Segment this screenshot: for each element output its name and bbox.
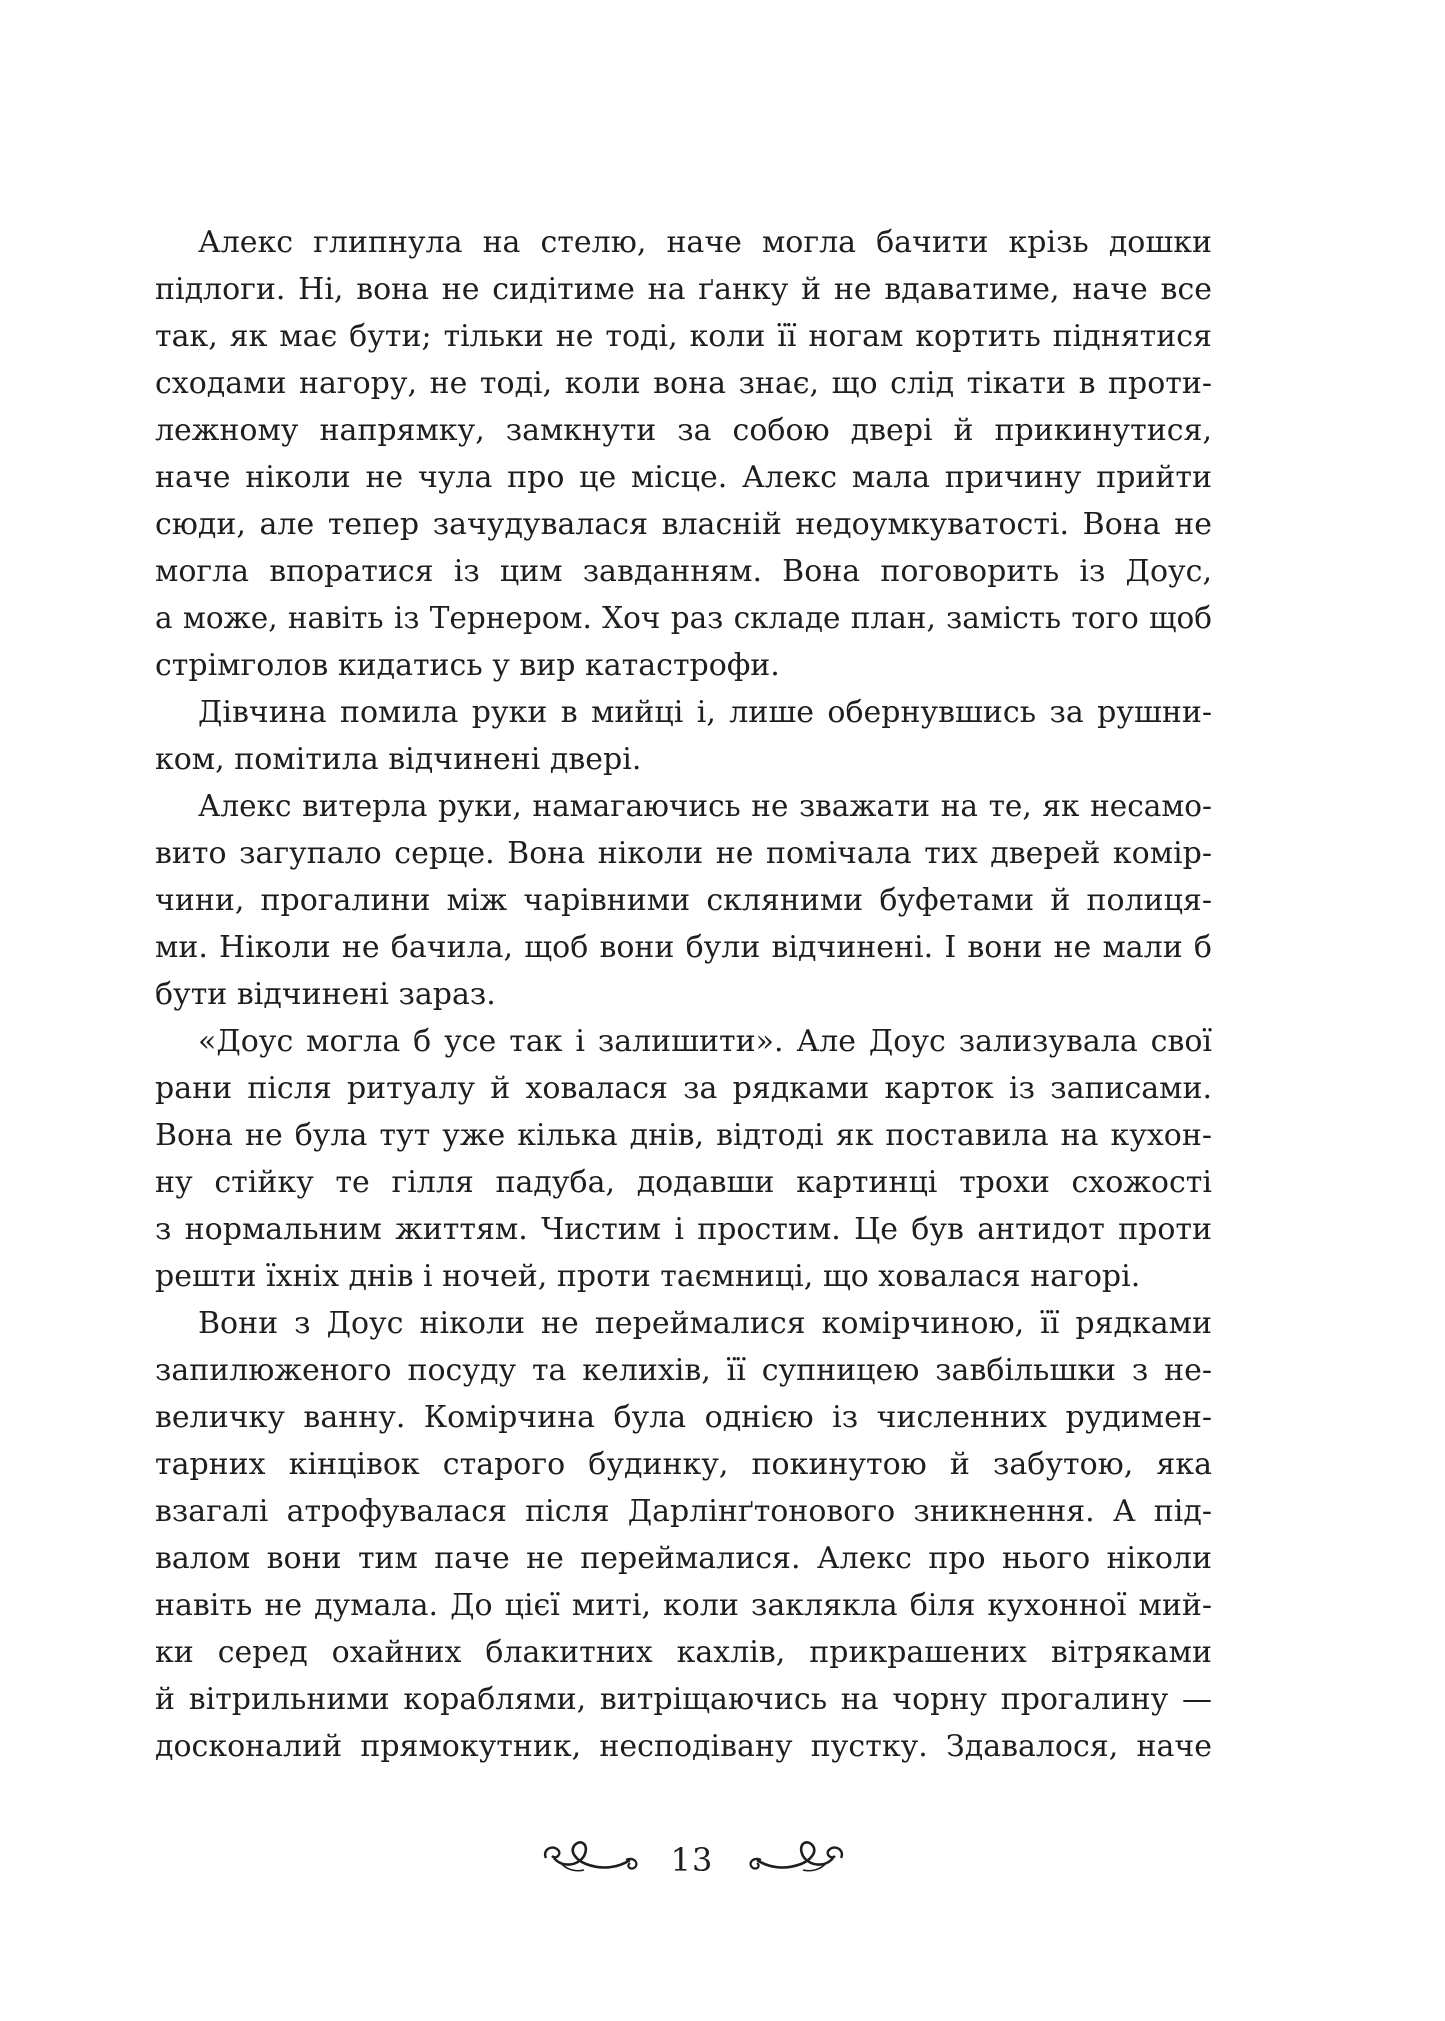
text-line: з нормальним життям. Чистим і простим. Це був антидот проти (155, 1212, 1212, 1247)
text-line: ну стійку те гілля падуба, додавши картинці трохи схожості (155, 1165, 1212, 1200)
text-line: ми. Ніколи не бачила, щоб вони були відчинені. І вони не мали б (155, 930, 1212, 965)
text-line: досконалий прямокутник, несподівану пустку. Здавалося, наче (155, 1729, 1212, 1764)
text-line: тарних кінцівок старого будинку, покинутою й забутою, яка (155, 1447, 1212, 1482)
ornament-flourish-right-icon (722, 1836, 847, 1884)
text-line: могла впоратися із цим завданням. Вона поговорить із Доус, (155, 554, 1212, 589)
text-line: Вона не була тут уже кілька днів, відтоді як поставила на кухон- (155, 1118, 1212, 1153)
page-number: 13 (670, 1841, 714, 1879)
text-line: лежному напрямку, замкнути за собою двері й прикинутися, (155, 413, 1212, 448)
text-line: так, як має бути; тільки не тоді, коли її ногам кортить піднятися (155, 319, 1212, 354)
text-line: чини, прогалини між чарівними скляними буфетами й полиця- (155, 883, 1212, 918)
text-line: Вони з Доус ніколи не переймалися комірчиною, її рядками (198, 1306, 1212, 1341)
text-line: й вітрильними кораблями, витріщаючись на чорну прогалину — (155, 1682, 1212, 1717)
text-line: навіть не думала. До цієї миті, коли заклякла біля кухонної мий- (155, 1588, 1212, 1623)
text-line: Алекс глипнула на стелю, наче могла бачити крізь дошки (198, 225, 1212, 260)
page-footer (0, 1836, 1445, 1896)
text-line: наче ніколи не чула про це місце. Алекс мала причину прийти (155, 460, 1212, 495)
body-text (155, 219, 1212, 1770)
ornament-flourish-left-icon (540, 1836, 665, 1884)
text-line: взагалі атрофувалася після Дарлінґтонового зникнення. А під- (155, 1494, 1212, 1529)
text-line: підлоги. Ні, вона не сидітиме на ґанку й не вдаватиме, наче все (155, 272, 1212, 307)
text-line: вито загупало серце. Вона ніколи не помічала тих дверей комір- (155, 836, 1212, 871)
text-line: запилюженого посуду та келихів, її супницею завбільшки з не- (155, 1353, 1212, 1388)
text-line: а може, навіть із Тернером. Хоч раз складе план, замість того щоб (155, 601, 1212, 635)
text-line: ком, помітила відчинені двері. (155, 742, 642, 777)
text-line: величку ванну. Комірчина була однією із численних рудимен- (155, 1400, 1212, 1435)
text-line: Алекс витерла руки, намагаючись не зважати на те, як несамо- (198, 789, 1212, 823)
text-line: сходами нагору, не тоді, коли вона знає, що слід тікати в проти- (155, 366, 1212, 401)
paragraph (155, 1300, 1212, 1770)
paragraph (155, 1018, 1212, 1300)
text-line: валом вони тим паче не переймалися. Алекс про нього ніколи (155, 1541, 1212, 1576)
text-line: решти їхніх днів і ночей, проти таємниці, що ховалася нагорі. (155, 1259, 1141, 1294)
text-line: Дівчина помила руки в мийці і, лише обернувшись за рушни- (198, 695, 1212, 730)
text-line: сюди, але тепер зачудувалася власній недоумкуватості. Вона не (155, 507, 1212, 542)
text-line: рани після ритуалу й ховалася за рядками карток із записами. (155, 1071, 1212, 1106)
paragraph (155, 689, 1212, 783)
text-line: стрімголов кидатись у вир катастрофи. (155, 648, 780, 683)
paragraph (155, 783, 1212, 1018)
paragraph (155, 219, 1212, 689)
text-line: бути відчинені зараз. (155, 977, 496, 1012)
text-line: ки серед охайних блакитних кахлів, прикрашених вітряками (155, 1635, 1212, 1670)
text-line: «Доус могла б усе так і залишити». Але Доус зализувала свої (198, 1024, 1212, 1059)
